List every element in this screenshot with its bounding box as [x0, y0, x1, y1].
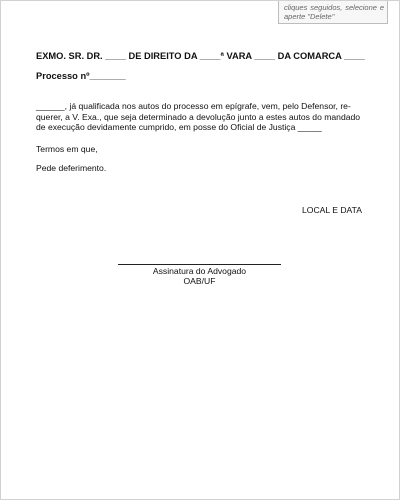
closing-terms: Termos em que,: [36, 144, 98, 154]
local-and-date: LOCAL E DATA: [301, 205, 362, 215]
process-number: Processo nº_______: [36, 71, 126, 81]
signature-line: [118, 264, 281, 265]
closing-request: Pede deferimento.: [36, 163, 107, 173]
body-line-3: de execução devidamente cumprido, em posse do Oficial de Justiça _____: [36, 122, 322, 132]
editing-tip-box: [278, 1, 388, 24]
body-line-2: querer, a V. Exa., que seja determinado a devolução junto a estes autos do mandado: [36, 111, 361, 122]
oab-label: OAB/UF: [183, 276, 216, 286]
signature-label: Assinatura do Advogado: [152, 266, 247, 276]
editing-tip-text: cliques seguidos, selecione e aperte "Delete": [284, 3, 384, 21]
body-line-1: ______, já qualificada nos autos do processo em epígrafe, vem, pelo Defensor, re-: [36, 101, 351, 111]
document-heading: EXMO. SR. DR. ____ DE DIREITO DA ____ª VARA ____ DA COMARCA ____: [36, 51, 365, 61]
